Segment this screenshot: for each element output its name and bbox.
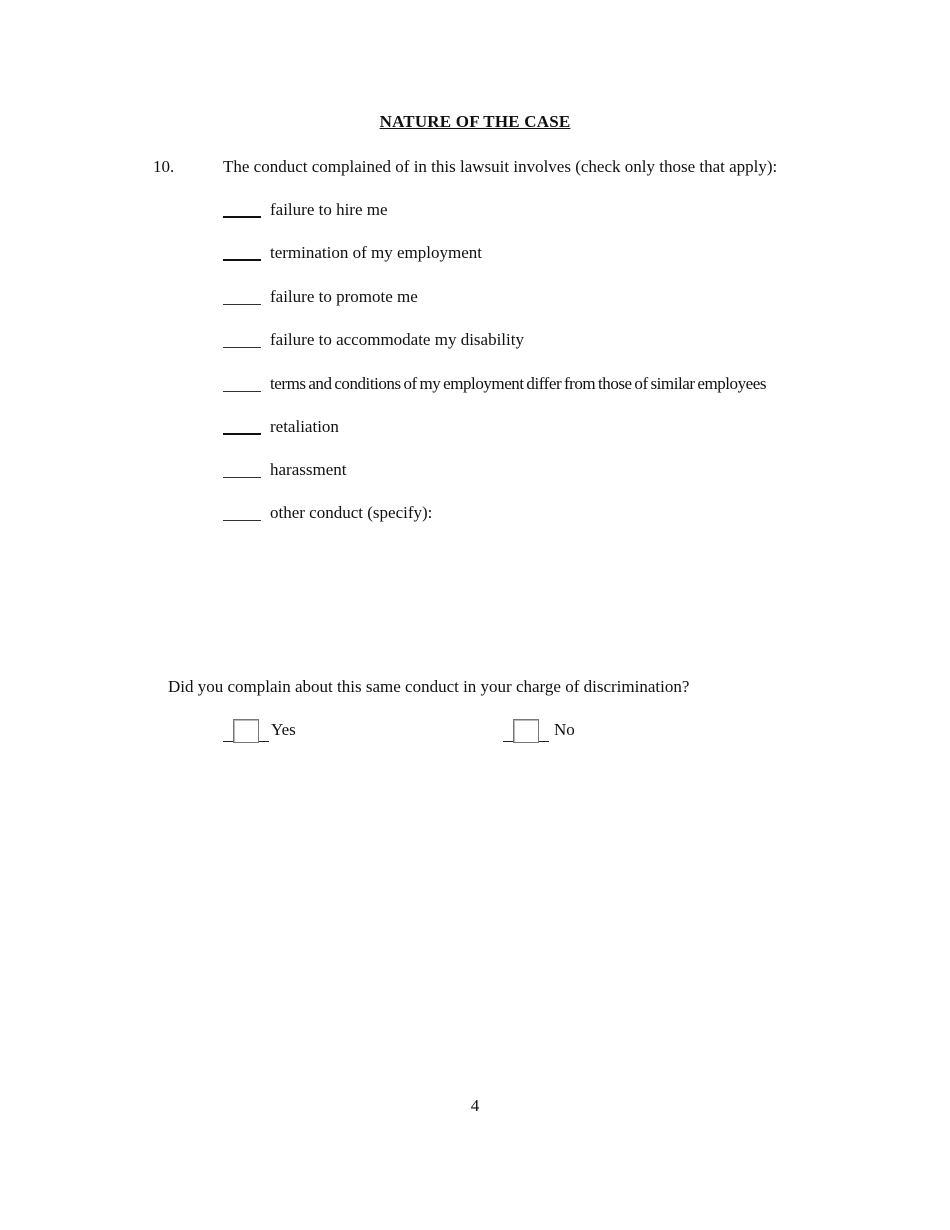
check-blank[interactable] [223,391,261,392]
check-blank[interactable] [223,347,261,348]
check-blank[interactable] [223,304,261,305]
option-label: terms and conditions of my employment differ from those of similar employees [270,374,767,393]
option-label: other conduct (specify): [270,503,433,522]
option-label: failure to promote me [270,287,418,306]
check-blank[interactable] [223,259,261,261]
option-label: failure to accommodate my disability [270,330,524,349]
page-number: 4 [470,1096,480,1115]
option-label: failure to hire me [270,200,388,219]
no-label: No [554,720,575,739]
check-blank[interactable] [223,433,261,435]
item-prompt: The conduct complained of in this lawsuit involves (check only those that apply): [223,157,778,176]
section-heading: NATURE OF THE CASE [379,112,571,131]
check-blank[interactable] [223,216,261,218]
item-number: 10. [153,157,175,176]
check-blank[interactable] [223,477,261,478]
charge-question: Did you complain about this same conduct in your charge of discrimination? [168,677,690,696]
option-label: termination of my employment [270,243,482,262]
option-label: harassment [270,460,347,479]
option-label: retaliation [270,417,339,436]
yes-checkbox[interactable] [233,719,259,743]
no-checkbox[interactable] [513,719,539,743]
yes-label: Yes [271,720,296,739]
check-blank[interactable] [223,520,261,521]
